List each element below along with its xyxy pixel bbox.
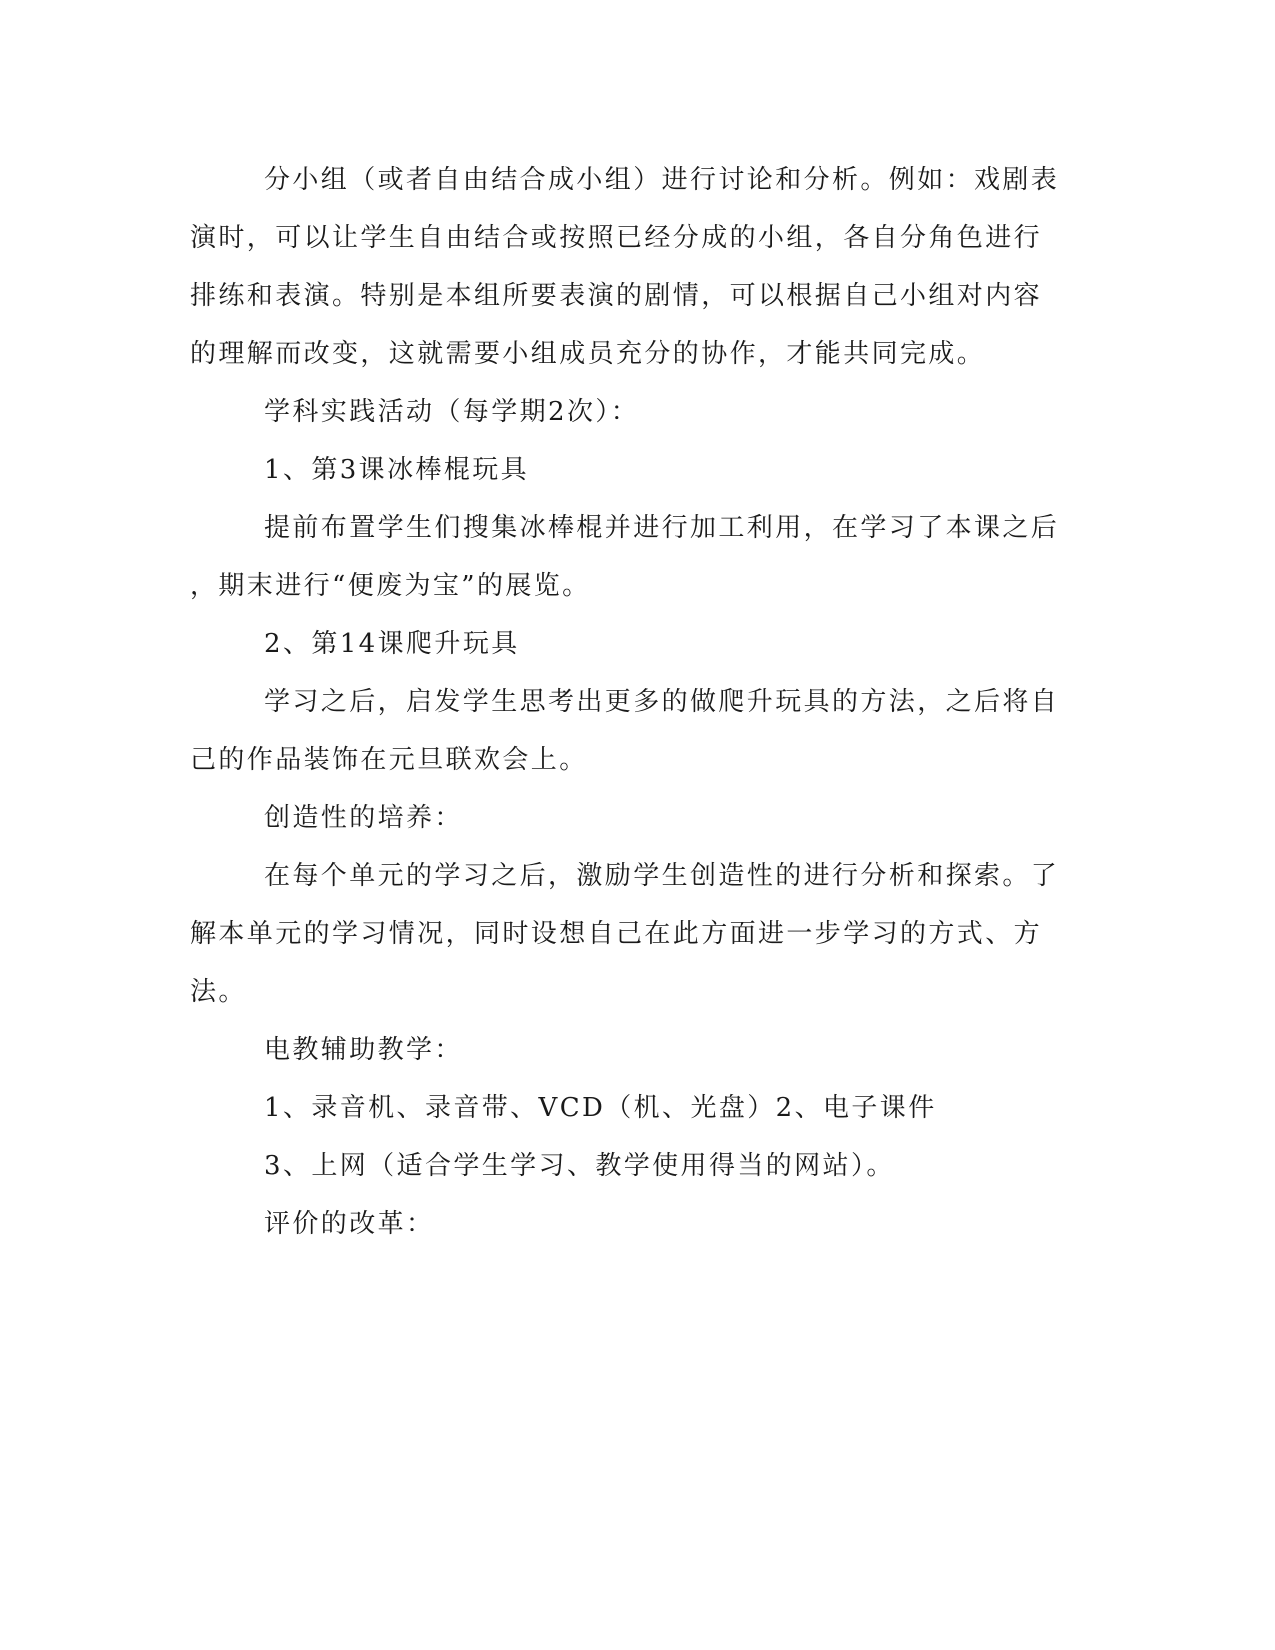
paragraph-line: 演时，可以让学生自由结合或按照已经分成的小组，各自分角色进行 bbox=[190, 223, 1043, 253]
paragraph-line: 解本单元的学习情况，同时设想自己在此方面进一步学习的方式、方 bbox=[190, 919, 1043, 949]
list-item: 3、上网（适合学生学习、教学使用得当的网站）。 bbox=[264, 1151, 895, 1181]
paragraph-line: 提前布置学生们搜集冰棒棍并进行加工利用，在学习了本课之后 bbox=[264, 513, 1060, 543]
paragraph-line: 的理解而改变，这就需要小组成员充分的协作，才能共同完成。 bbox=[190, 339, 986, 369]
list-item: 1、第3课冰棒棍玩具 bbox=[264, 455, 530, 485]
list-item: 2、第14课爬升玩具 bbox=[264, 629, 520, 659]
paragraph-line: 分小组（或者自由结合成小组）进行讨论和分析。例如：戏剧表 bbox=[264, 165, 1060, 195]
paragraph-line: 己的作品装饰在元旦联欢会上。 bbox=[190, 745, 588, 775]
list-item: 1、录音机、录音带、VCD（机、光盘）2、电子课件 bbox=[264, 1093, 937, 1123]
paragraph-line: 在每个单元的学习之后，激励学生创造性的进行分析和探索。了 bbox=[264, 861, 1060, 891]
section-heading: 学科实践活动（每学期2次）： bbox=[264, 397, 640, 427]
paragraph-line: 法。 bbox=[190, 977, 247, 1007]
paragraph-line: 学习之后，启发学生思考出更多的做爬升玩具的方法，之后将自 bbox=[264, 687, 1060, 717]
paragraph-line: ，期末进行“便废为宝”的展览。 bbox=[190, 571, 591, 601]
paragraph-line: 排练和表演。特别是本组所要表演的剧情，可以根据自己小组对内容 bbox=[190, 281, 1043, 311]
section-heading: 电教辅助教学： bbox=[264, 1035, 463, 1065]
section-heading: 创造性的培养： bbox=[264, 803, 463, 833]
section-heading: 评价的改革： bbox=[264, 1209, 435, 1239]
